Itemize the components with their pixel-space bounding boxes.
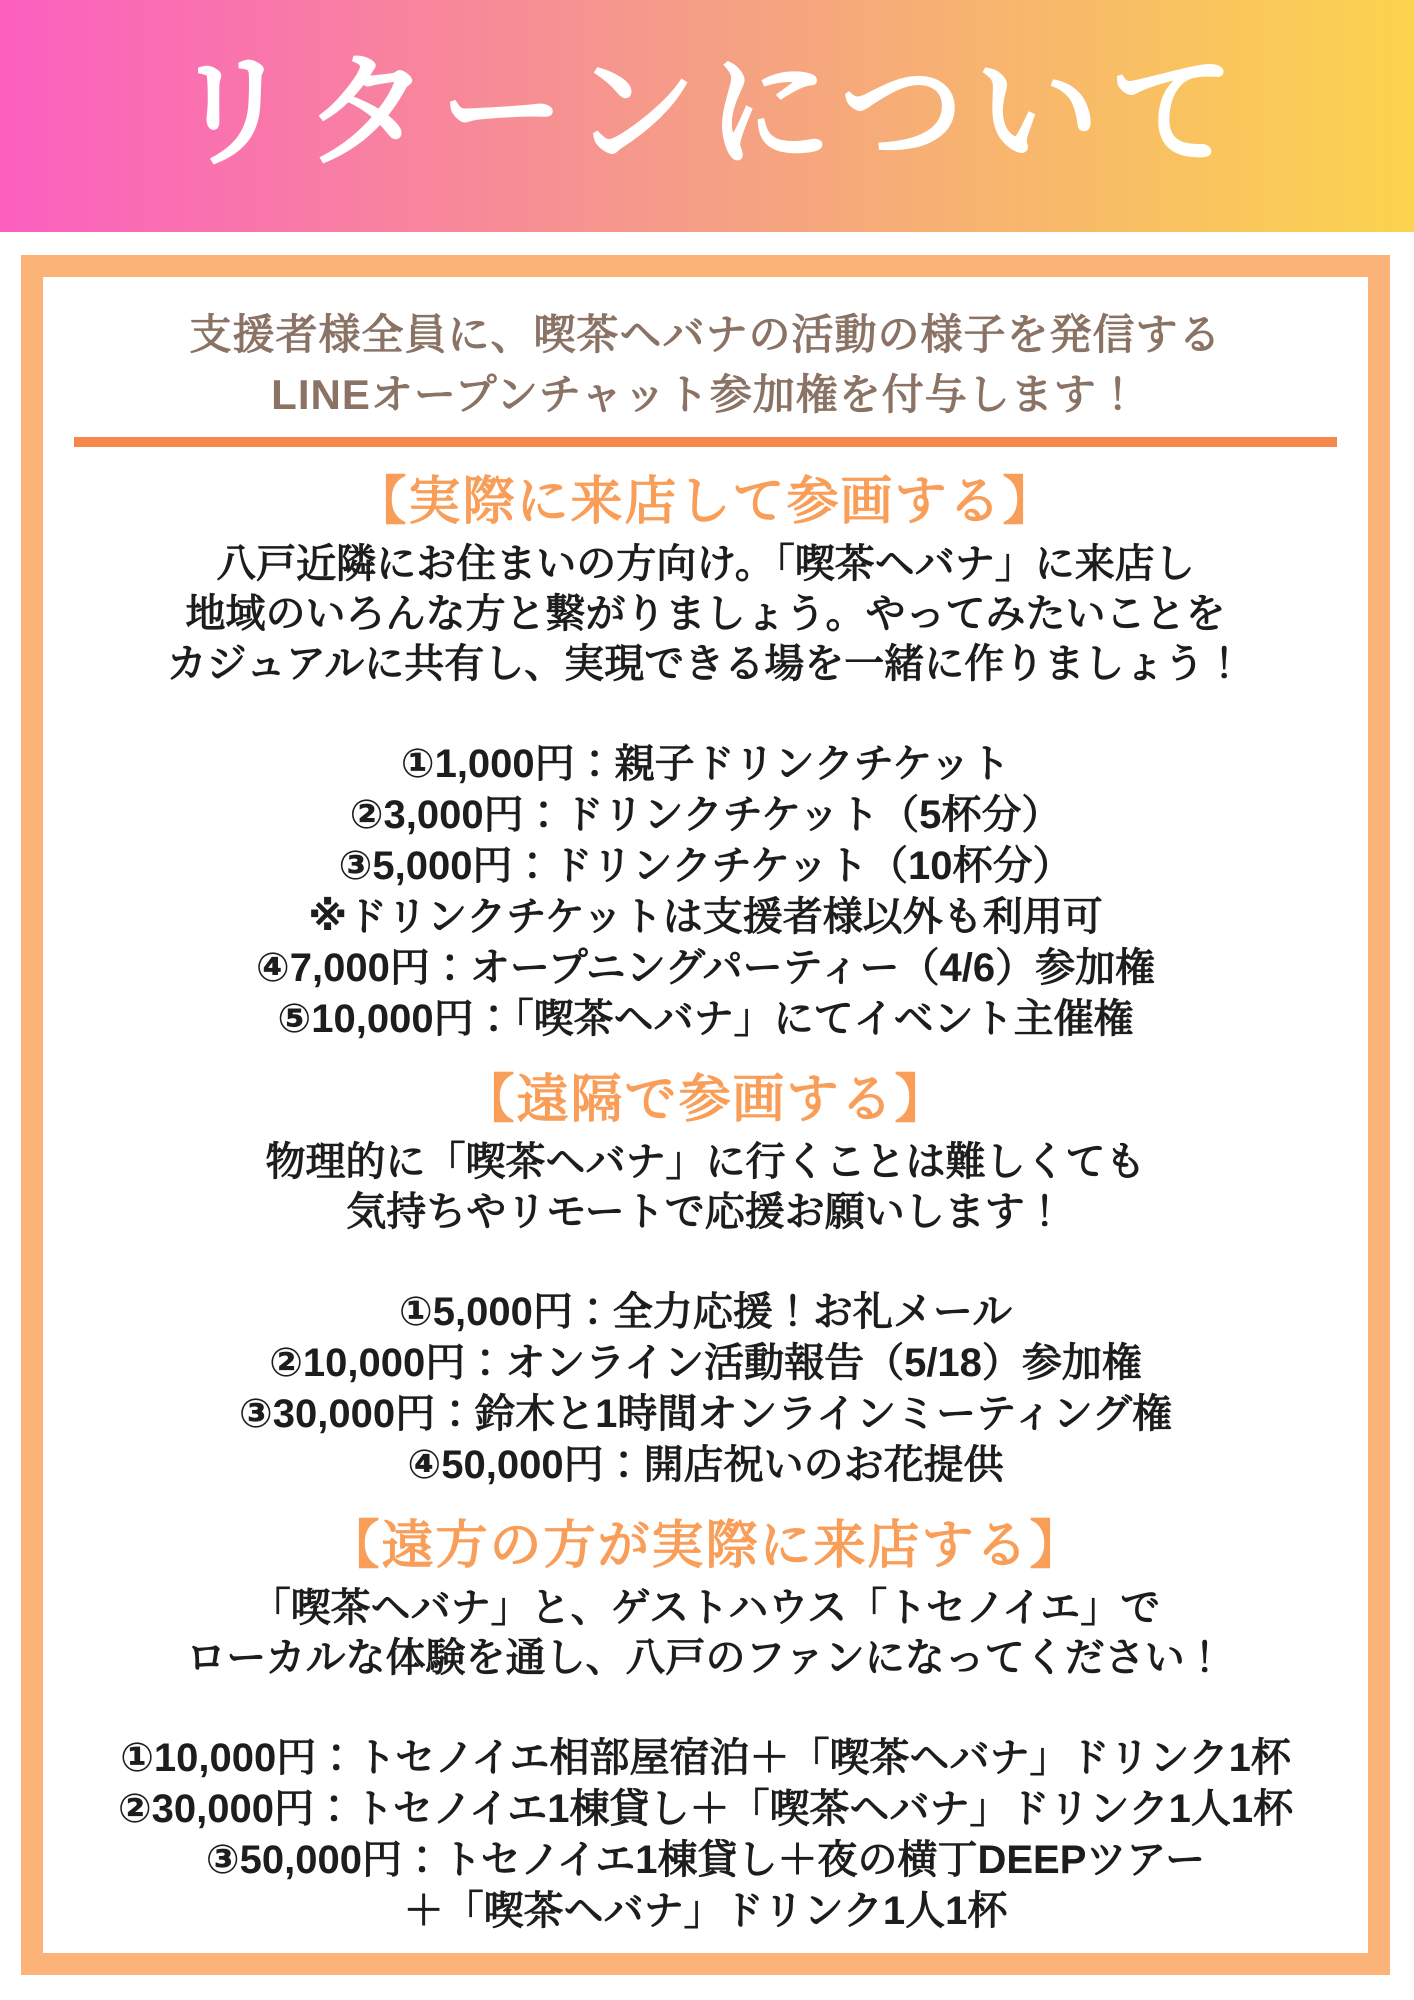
section-faraway-heading: 【遠方の方が実際に来店する】 [327,1517,1084,1575]
description-line: ローカルな体験を通し、八戸のファンになってください！ [186,1636,1225,1680]
section-remote-heading: 【遠隔で参画する】 [462,1071,949,1129]
reward-item: ①10,000円：トセノイエ相部屋宿泊＋「喫茶ヘバナ」ドリンク1杯 [120,1736,1291,1780]
reward-item: ②30,000円：トセノイエ1棟貸し＋「喫茶ヘバナ」ドリンク1人1杯 [117,1787,1294,1831]
description-line: 八戸近隣にお住まいの方向け。「喫茶ヘバナ」に来店し [216,542,1195,586]
section-visit-in-person [43,471,1368,1045]
divider-line [74,437,1337,447]
title-banner [0,0,1414,232]
section-faraway-description [43,1583,1368,1683]
section-visit-description [43,539,1368,689]
reward-item: ②3,000円：ドリンクチケット（5杯分） [349,793,1062,837]
reward-item: ③50,000円：トセノイエ1棟貸し＋夜の横丁DEEPツアー [205,1838,1206,1882]
reward-item: ①5,000円：全力応援！お礼メール [398,1290,1013,1334]
page-title: リターンについて [169,42,1245,182]
reward-note: ※ドリンクチケットは支援者様以外も利用可 [308,895,1103,939]
description-line: 「喫茶ヘバナ」と、ゲストハウス「トセノイエ」で [250,1586,1161,1630]
reward-item: ⑤10,000円：「喫茶ヘバナ」にてイベント主催権 [277,997,1134,1041]
reward-item: ③30,000円：鈴木と1時間オンラインミーティング権 [238,1392,1173,1436]
reward-item: ③5,000円：ドリンクチケット（10杯分） [338,844,1073,888]
intro-text [43,305,1368,425]
section-visit-reward-list [43,739,1368,1045]
reward-item: ①1,000円：親子ドリンクチケット [400,742,1011,786]
section-remote-description [43,1137,1368,1237]
description-line: カジュアルに共有し、実現できる場を一緒に作りましょう！ [166,642,1245,686]
reward-item: ④50,000円：開店祝いのお花提供 [407,1443,1004,1487]
reward-item: ④7,000円：オープニングパーティー（4/6）参加権 [255,946,1156,990]
reward-item: ②10,000円：オンライン活動報告（5/18）参加権 [269,1341,1142,1385]
section-remote-reward-list [43,1287,1368,1491]
section-faraway-visit [43,1515,1368,1937]
description-line: 地域のいろんな方と繋がりましょう。やってみたいことを [185,592,1226,636]
content-box [21,255,1390,1975]
description-line: 気持ちやリモートで応援お願いします！ [346,1190,1065,1234]
section-faraway-reward-list [43,1733,1368,1937]
intro-line-2: LINEオープンチャット参加権を付与します！ [271,371,1140,418]
intro-line-1: 支援者様全員に、喫茶ヘバナの活動の様子を発信する [189,311,1222,358]
section-visit-heading: 【実際に来店して参画する】 [354,473,1057,531]
reward-item-continuation: ＋「喫茶ヘバナ」ドリンク1人1杯 [403,1889,1008,1933]
description-line: 物理的に「喫茶ヘバナ」に行くことは難しくても [265,1140,1146,1184]
section-remote [43,1069,1368,1491]
